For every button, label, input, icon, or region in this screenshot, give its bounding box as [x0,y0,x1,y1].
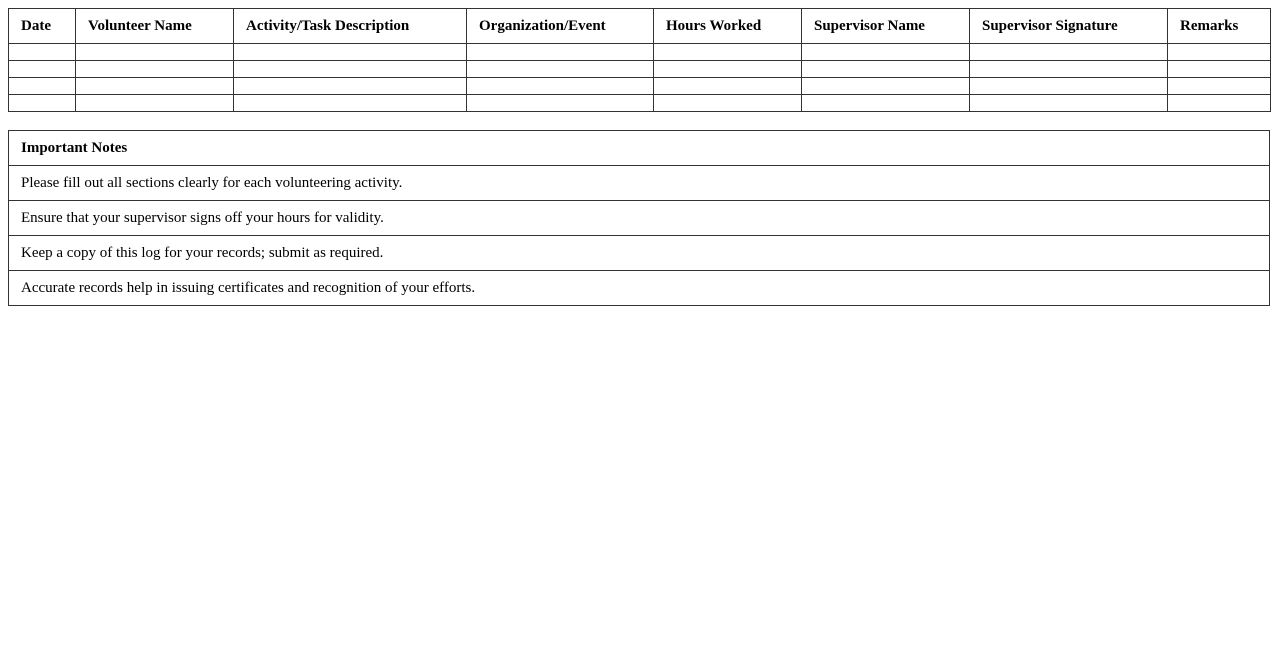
column-header-activity-description: Activity/Task Description [234,9,467,44]
table-header-row [9,9,1271,44]
column-header-date: Date [9,9,76,44]
table-row [9,95,1271,112]
table-cell[interactable] [1168,95,1271,112]
table-cell[interactable] [467,61,654,78]
table-cell[interactable] [9,44,76,61]
table-cell[interactable] [234,95,467,112]
table-cell[interactable] [970,44,1168,61]
table-cell[interactable] [970,61,1168,78]
list-item [9,236,1270,271]
column-header-hours-worked: Hours Worked [654,9,802,44]
table-cell[interactable] [467,78,654,95]
table-cell[interactable] [802,78,970,95]
table-cell[interactable] [234,44,467,61]
column-header-organization-event: Organization/Event [467,9,654,44]
note-text: Ensure that your supervisor signs off your hours for validity. [9,201,1270,236]
table-cell[interactable] [1168,44,1271,61]
column-header-supervisor-name: Supervisor Name [802,9,970,44]
table-cell[interactable] [802,44,970,61]
table-cell[interactable] [654,78,802,95]
table-row [9,44,1271,61]
table-cell[interactable] [970,95,1168,112]
table-cell[interactable] [1168,61,1271,78]
table-cell[interactable] [467,95,654,112]
column-header-volunteer-name: Volunteer Name [76,9,234,44]
table-cell[interactable] [234,61,467,78]
list-item [9,201,1270,236]
table-cell[interactable] [654,95,802,112]
notes-header-row [9,131,1270,166]
table-cell[interactable] [9,78,76,95]
important-notes-table [8,130,1270,306]
note-text: Please fill out all sections clearly for each volunteering activity. [9,166,1270,201]
list-item [9,271,1270,306]
table-cell[interactable] [654,61,802,78]
table-cell[interactable] [970,78,1168,95]
column-header-remarks: Remarks [1168,9,1271,44]
table-cell[interactable] [76,95,234,112]
table-row [9,61,1271,78]
note-text: Keep a copy of this log for your records; submit as required. [9,236,1270,271]
volunteer-log-table [8,8,1271,112]
table-cell[interactable] [467,44,654,61]
table-cell[interactable] [76,61,234,78]
table-cell[interactable] [802,95,970,112]
table-cell[interactable] [654,44,802,61]
table-cell[interactable] [234,78,467,95]
column-header-supervisor-signature: Supervisor Signature [970,9,1168,44]
page [8,8,1270,306]
table-cell[interactable] [1168,78,1271,95]
table-row [9,78,1271,95]
note-text: Accurate records help in issuing certificates and recognition of your efforts. [9,271,1270,306]
notes-title: Important Notes [9,131,1270,166]
table-cell[interactable] [76,78,234,95]
table-cell[interactable] [802,61,970,78]
list-item [9,166,1270,201]
table-cell[interactable] [9,61,76,78]
table-cell[interactable] [9,95,76,112]
table-cell[interactable] [76,44,234,61]
